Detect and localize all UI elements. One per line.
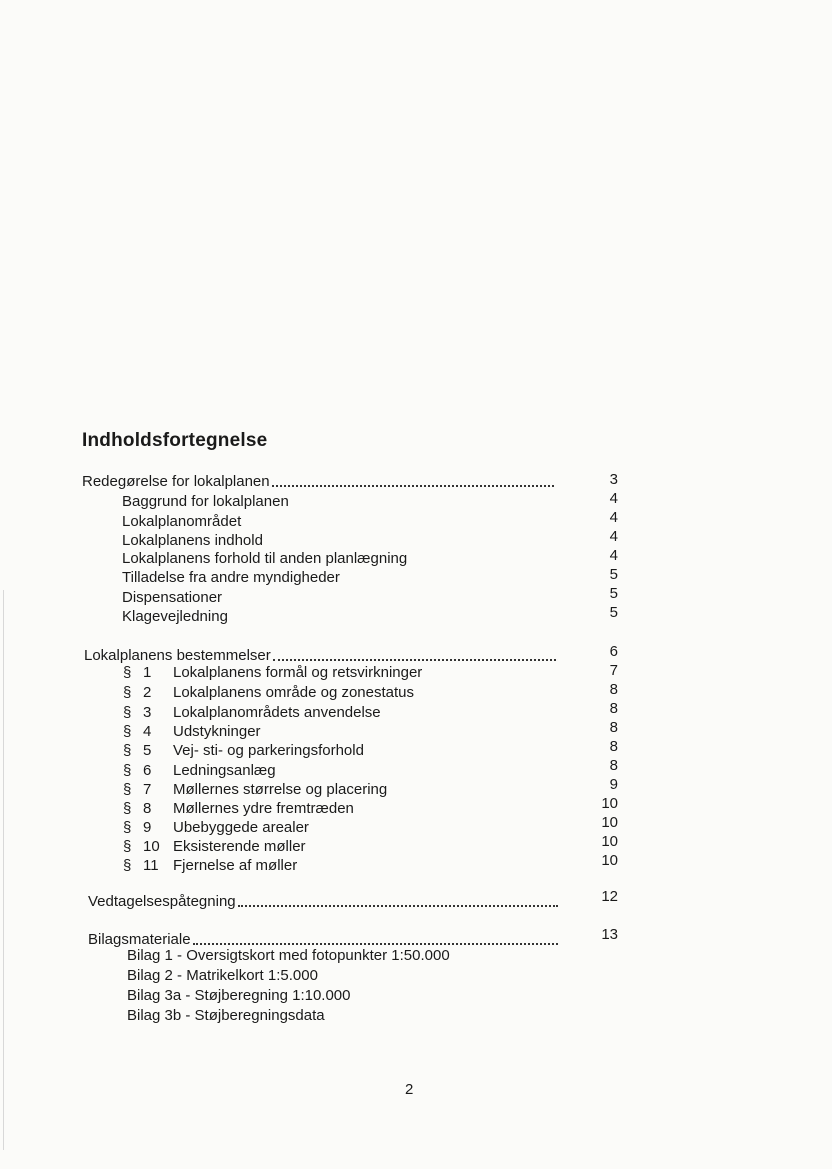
paragraph-number: 8 <box>143 800 152 817</box>
toc-paragraph-item[interactable] <box>123 818 309 838</box>
toc-paragraph-item[interactable] <box>123 856 297 876</box>
toc-paragraph-item[interactable] <box>123 703 381 723</box>
dot-leader <box>272 485 554 487</box>
paragraph-number: 3 <box>143 704 152 721</box>
toc-section-vedtagelsespategning[interactable] <box>88 892 558 912</box>
toc-item-label: Ledningsanlæg <box>173 762 276 779</box>
toc-page-number: 5 <box>609 604 618 621</box>
toc-page-number: 10 <box>601 814 618 831</box>
toc-page-number: 4 <box>609 509 618 526</box>
toc-item-label: Udstykninger <box>173 723 261 740</box>
toc-page-number: 5 <box>609 566 618 583</box>
toc-paragraph-item[interactable] <box>123 741 364 761</box>
toc-attachment-item[interactable] <box>127 1006 325 1026</box>
toc-item-label: Møllernes størrelse og placering <box>173 781 388 798</box>
paragraph-number: 1 <box>143 664 152 681</box>
toc-paragraph-item[interactable] <box>123 837 306 857</box>
toc-page-number: 3 <box>609 471 618 488</box>
toc-page-number: 10 <box>601 795 618 812</box>
paragraph-number: 11 <box>143 857 159 874</box>
dot-leader <box>238 905 558 907</box>
toc-item-label: Bilag 3a - Støjberegning 1:10.000 <box>127 987 351 1004</box>
toc-paragraph-item[interactable] <box>123 663 422 683</box>
toc-page-number: 8 <box>609 757 618 774</box>
toc-item-label: Lokalplanområdet <box>122 513 242 530</box>
scan-margin-line <box>3 590 4 1150</box>
toc-item-label: Lokalplanens formål og retsvirkninger <box>173 664 423 681</box>
toc-page-number: 8 <box>609 700 618 717</box>
toc-item-label: Eksisterende møller <box>173 838 306 855</box>
toc-page-number: 12 <box>601 888 618 905</box>
toc-page-number: 8 <box>609 738 618 755</box>
paragraph-number: 6 <box>143 762 152 779</box>
toc-item[interactable] <box>122 607 228 627</box>
paragraph-number: 2 <box>143 684 152 701</box>
toc-section-label: Lokalplanens bestemmelser <box>84 647 271 664</box>
paragraph-number: 10 <box>143 838 160 855</box>
toc-section-redegorelse[interactable] <box>82 472 554 492</box>
toc-item-label: Bilag 1 - Oversigtskort med fotopunkter 1:50.000 <box>127 947 450 964</box>
toc-page-number: 7 <box>609 662 618 679</box>
dot-leader <box>193 943 558 945</box>
paragraph-symbol: § <box>123 762 132 779</box>
toc-page-number: 5 <box>609 585 618 602</box>
toc-item[interactable] <box>122 568 340 588</box>
toc-paragraph-item[interactable] <box>123 780 387 800</box>
paragraph-symbol: § <box>123 838 132 855</box>
toc-item-label: Bilag 3b - Støjberegningsdata <box>127 1007 325 1024</box>
toc-page-number: 13 <box>601 926 618 943</box>
toc-item-label: Lokalplanens forhold til anden planlægning <box>122 550 408 567</box>
paragraph-number: 4 <box>143 723 152 740</box>
toc-item-label: Vej- sti- og parkeringsforhold <box>173 742 364 759</box>
toc-page-number: 8 <box>609 681 618 698</box>
toc-page-number: 4 <box>609 490 618 507</box>
toc-item-label: Dispensationer <box>122 589 223 606</box>
paragraph-symbol: § <box>123 664 132 681</box>
toc-item-label: Baggrund for lokalplanen <box>122 493 289 510</box>
paragraph-symbol: § <box>123 723 132 740</box>
toc-attachment-item[interactable] <box>127 986 350 1006</box>
page-number-footer: 2 <box>405 1081 414 1098</box>
toc-title: Indholdsfortegnelse <box>82 430 268 451</box>
paragraph-number: 7 <box>143 781 152 798</box>
dot-leader <box>273 659 556 661</box>
toc-page-number: 6 <box>609 643 618 660</box>
toc-item-label: Klagevejledning <box>122 608 228 625</box>
toc-item-label: Ubebyggede arealer <box>173 819 309 836</box>
toc-page-number: 10 <box>601 852 618 869</box>
toc-page-number: 10 <box>601 833 618 850</box>
paragraph-symbol: § <box>123 800 132 817</box>
paragraph-symbol: § <box>123 819 132 836</box>
toc-paragraph-item[interactable] <box>123 761 276 781</box>
paragraph-symbol: § <box>123 857 132 874</box>
toc-page-number: 8 <box>609 719 618 736</box>
paragraph-symbol: § <box>123 781 132 798</box>
toc-paragraph-item[interactable] <box>123 799 354 819</box>
toc-item[interactable] <box>122 531 263 551</box>
paragraph-number: 9 <box>143 819 152 836</box>
toc-page-number: 9 <box>609 776 618 793</box>
toc-item-label: Tilladelse fra andre myndigheder <box>122 569 340 586</box>
paragraph-symbol: § <box>123 742 132 759</box>
toc-item-label: Bilag 2 - Matrikelkort 1:5.000 <box>127 967 318 984</box>
toc-item[interactable] <box>122 588 222 608</box>
toc-item-label: Lokalplanens område og zonestatus <box>173 684 414 701</box>
toc-page-number: 4 <box>609 528 618 545</box>
toc-paragraph-item[interactable] <box>123 722 261 742</box>
toc-paragraph-item[interactable] <box>123 683 414 703</box>
toc-item-label: Lokalplanområdets anvendelse <box>173 704 381 721</box>
toc-item-label: Møllernes ydre fremtræden <box>173 800 354 817</box>
toc-item[interactable] <box>122 492 289 512</box>
toc-section-label: Redegørelse for lokalplanen <box>82 473 270 490</box>
toc-item-label: Lokalplanens indhold <box>122 532 263 549</box>
toc-page-number: 4 <box>609 547 618 564</box>
toc-section-label: Vedtagelsespåtegning <box>88 893 236 910</box>
toc-section-label: Bilagsmateriale <box>88 931 191 948</box>
toc-item[interactable] <box>122 549 407 569</box>
paragraph-number: 5 <box>143 742 152 759</box>
toc-item-label: Fjernelse af møller <box>173 857 298 874</box>
toc-attachment-item[interactable] <box>127 966 318 986</box>
toc-item[interactable] <box>122 512 241 532</box>
paragraph-symbol: § <box>123 704 132 721</box>
paragraph-symbol: § <box>123 684 132 701</box>
toc-attachment-item[interactable] <box>127 946 450 966</box>
